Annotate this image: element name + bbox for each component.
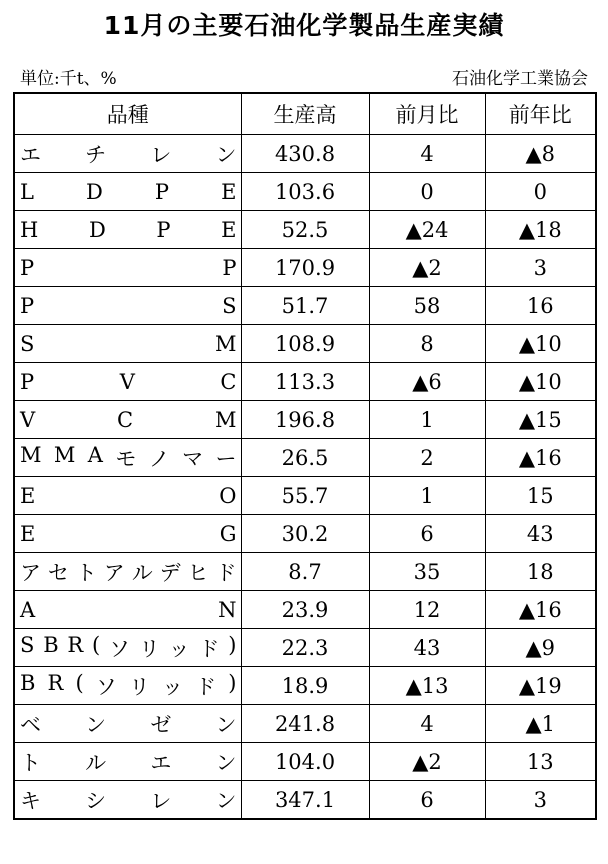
yoy-cell: 18	[485, 553, 596, 591]
product-name-cell	[14, 781, 241, 820]
product-name-cell	[14, 211, 241, 249]
table-row	[14, 629, 596, 667]
production-cell: 23.9	[241, 591, 369, 629]
yoy-cell: ▲16	[485, 439, 596, 477]
product-name-cell	[14, 477, 241, 515]
yoy-cell: ▲15	[485, 401, 596, 439]
table-row	[14, 135, 596, 173]
product-name: E G	[20, 521, 237, 546]
production-cell: 22.3	[241, 629, 369, 667]
product-name-cell	[14, 401, 241, 439]
yoy-cell: 3	[485, 249, 596, 287]
product-name: H D P E	[20, 217, 237, 242]
table-row	[14, 287, 596, 325]
product-name-cell	[14, 173, 241, 211]
table-row	[14, 325, 596, 363]
product-name-cell	[14, 629, 241, 667]
mom-cell: 8	[369, 325, 485, 363]
production-cell: 52.5	[241, 211, 369, 249]
yoy-cell: 43	[485, 515, 596, 553]
yoy-cell: 13	[485, 743, 596, 781]
mom-cell: 6	[369, 781, 485, 820]
page-title: 11月の主要石油化学製品生産実績	[103, 11, 505, 40]
product-name-cell	[14, 553, 241, 591]
mom-cell: ▲2	[369, 249, 485, 287]
production-cell: 30.2	[241, 515, 369, 553]
product-name: ア セ ト ア ル デ ヒ ド	[20, 560, 237, 585]
product-name: P S	[20, 293, 237, 318]
product-name: L D P E	[20, 179, 237, 204]
production-cell: 196.8	[241, 401, 369, 439]
table-row	[14, 211, 596, 249]
mom-cell: 1	[369, 401, 485, 439]
table-row	[14, 667, 596, 705]
production-cell: 347.1	[241, 781, 369, 820]
mom-cell: ▲2	[369, 743, 485, 781]
mom-cell: 0	[369, 173, 485, 211]
mom-cell: ▲6	[369, 363, 485, 401]
product-name-cell	[14, 439, 241, 477]
header-production: 生産高	[241, 93, 369, 135]
yoy-cell: ▲9	[485, 629, 596, 667]
product-name-cell	[14, 515, 241, 553]
table-row	[14, 591, 596, 629]
table-row	[14, 477, 596, 515]
mom-cell: 12	[369, 591, 485, 629]
source-label: 石油化学工業協会	[452, 69, 588, 89]
product-name: E O	[20, 483, 237, 508]
table-row	[14, 249, 596, 287]
mom-cell: 4	[369, 705, 485, 743]
product-name-cell	[14, 135, 241, 173]
product-name: キ シ レ ン	[20, 788, 237, 813]
production-cell: 113.3	[241, 363, 369, 401]
yoy-cell: ▲10	[485, 325, 596, 363]
product-name-cell	[14, 743, 241, 781]
production-cell: 241.8	[241, 705, 369, 743]
table-row	[14, 173, 596, 211]
product-name-cell	[14, 363, 241, 401]
product-name-cell	[14, 591, 241, 629]
table-row	[14, 363, 596, 401]
header-row	[14, 93, 596, 135]
product-name: M M A モ ノ マ ー	[20, 442, 237, 471]
yoy-cell: ▲18	[485, 211, 596, 249]
product-name-cell	[14, 667, 241, 705]
header-mom: 前月比	[369, 93, 485, 135]
product-name: P P	[20, 255, 237, 280]
product-name-cell	[14, 249, 241, 287]
production-cell: 108.9	[241, 325, 369, 363]
yoy-cell: ▲1	[485, 705, 596, 743]
mom-cell: 1	[369, 477, 485, 515]
production-cell: 55.7	[241, 477, 369, 515]
product-name: P V C	[20, 369, 237, 394]
production-cell: 8.7	[241, 553, 369, 591]
product-name: ト ル エ ン	[20, 750, 237, 775]
production-cell: 170.9	[241, 249, 369, 287]
mom-cell: ▲24	[369, 211, 485, 249]
mom-cell: 35	[369, 553, 485, 591]
header-yoy: 前年比	[485, 93, 596, 135]
mom-cell: 2	[369, 439, 485, 477]
yoy-cell: ▲10	[485, 363, 596, 401]
product-name: エ チ レ ン	[20, 142, 237, 167]
production-cell: 104.0	[241, 743, 369, 781]
product-name-cell	[14, 325, 241, 363]
header-product: 品種	[14, 93, 241, 135]
production-table	[13, 92, 597, 820]
yoy-cell: 16	[485, 287, 596, 325]
yoy-cell: ▲16	[485, 591, 596, 629]
production-cell: 430.8	[241, 135, 369, 173]
mom-cell: 43	[369, 629, 485, 667]
production-cell: 103.6	[241, 173, 369, 211]
table-row	[14, 553, 596, 591]
mom-cell: 4	[369, 135, 485, 173]
yoy-cell: ▲19	[485, 667, 596, 705]
yoy-cell: 0	[485, 173, 596, 211]
production-cell: 26.5	[241, 439, 369, 477]
product-name: A N	[20, 597, 237, 622]
product-name-cell	[14, 287, 241, 325]
mom-cell: ▲13	[369, 667, 485, 705]
mom-cell: 58	[369, 287, 485, 325]
production-cell: 18.9	[241, 667, 369, 705]
table-row	[14, 439, 596, 477]
product-name-cell	[14, 705, 241, 743]
table-row	[14, 705, 596, 743]
yoy-cell: 15	[485, 477, 596, 515]
production-cell: 51.7	[241, 287, 369, 325]
table-row	[14, 515, 596, 553]
table-row	[14, 781, 596, 820]
mom-cell: 6	[369, 515, 485, 553]
yoy-cell: 3	[485, 781, 596, 820]
product-name: ベ ン ゼ ン	[20, 712, 237, 737]
product-name: S M	[20, 331, 237, 356]
product-name: B R ( ソ リ ッ ド )	[20, 670, 237, 699]
unit-label: 単位:千t、%	[20, 69, 117, 89]
yoy-cell: ▲8	[485, 135, 596, 173]
table-row	[14, 743, 596, 781]
table-row	[14, 401, 596, 439]
product-name: V C M	[20, 407, 237, 432]
product-name: S B R ( ソ リ ッ ド )	[20, 632, 237, 661]
